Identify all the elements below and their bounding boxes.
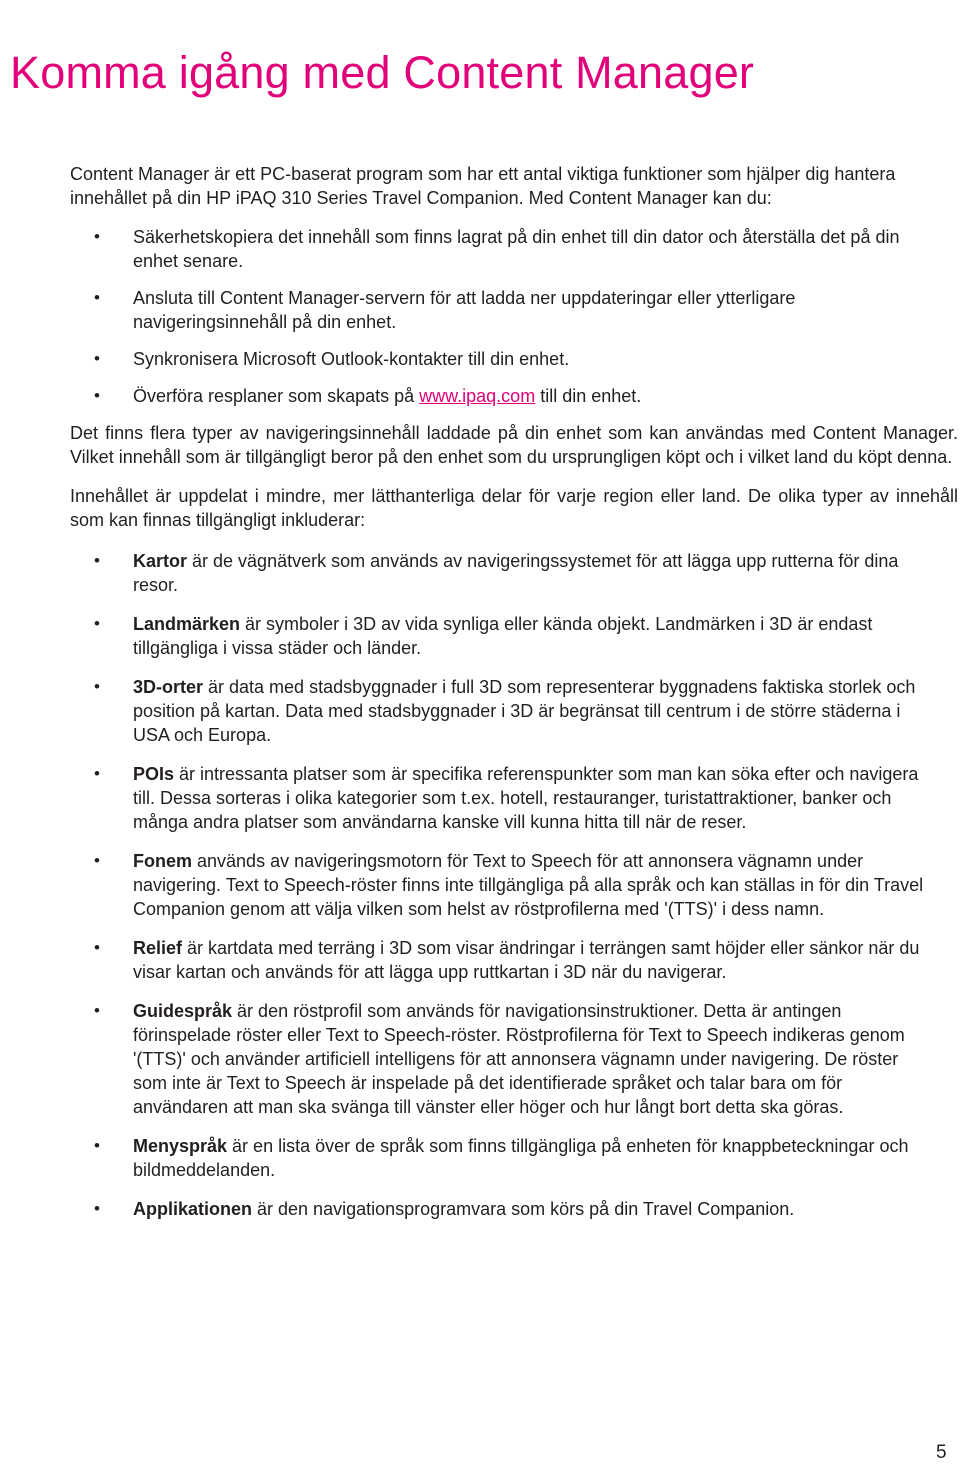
bullet-icon: • [94,1136,100,1155]
term: Menyspråk [133,1136,228,1156]
list-item-fonem [70,849,958,921]
bullet-icon: • [94,551,100,570]
term-description: är kartdata med terräng i 3D som visar ändringar i terrängen samt höjder eller sänkor när du visar kartan och används för att lägga upp ruttkartan i 3D när du navigerar. [133,938,920,982]
term: POIs [133,764,175,784]
bullet-icon: • [94,938,100,957]
bullet-icon: • [94,677,100,696]
term-description: är data med stadsbyggnader i full 3D som representerar byggnadens faktiska storlek och position på kartan. Data med stadsbyggnader i 3D är begränsat till centrum i de större städerna i USA och Europa. [133,677,916,745]
page-title: Komma igång med Content Manager [10,47,755,98]
term: Kartor [133,551,188,571]
term-description: är intressanta platser som är specifika referenspunkter som man kan söka efter och navigera till. Dessa sorteras i olika kategorier som t.ex. hotell, restauranger, turistattraktioner, banker och många andra platser som användarna kanske vill kunna hitta till när de reser. [133,764,919,832]
list-item-3d-orter [70,675,958,747]
bullet-icon: • [94,614,100,633]
term-description: är de vägnätverk som används av navigeringssystemet för att lägga upp rutterna för dina resor. [133,551,899,595]
list-item-text-after: till din enhet. [535,386,642,406]
page-number: 5 [936,1442,947,1463]
list-item-guidesprak [70,999,958,1119]
list-item-menysprak [70,1134,958,1182]
ipaq-website-link[interactable]: www.ipaq.com [419,386,536,406]
body-content [70,162,958,1221]
list-item-text: Ansluta till Content Manager-servern för att ladda ner uppdateringar eller ytterligare navigeringsinnehåll på din enhet. [133,288,796,332]
list-item-relief [70,936,958,984]
term-description: är den navigationsprogramvara som körs på din Travel Companion. [252,1199,795,1219]
content-types-list [70,549,958,1221]
content-types-paragraph: Det finns flera typer av navigeringsinnehåll laddade på din enhet som kan användas med Content Manager. Vilket innehåll som är tillgängligt beror på den enhet som du ursprungligen köpt och i vilket land du köpt denna. [70,423,958,467]
term: Guidespråk [133,1001,233,1021]
term-description: är en lista över de språk som finns tillgängliga på enheten för knappbeteckningar och bildmeddelanden. [133,1136,909,1180]
term: Applikationen [133,1199,253,1219]
term: Landmärken [133,614,241,634]
bullet-icon: • [94,851,100,870]
term-description: är symboler i 3D av vida synliga eller kända objekt. Landmärken i 3D är endast tillgängliga i vissa städer och länder. [133,614,873,658]
bullet-icon: • [94,764,100,783]
term: 3D-orter [133,677,204,697]
term-description: används av navigeringsmotorn för Text to Speech för att annonsera vägnamn under navigering. Text to Speech-röster finns inte tillgängliga på alla språk och kan ställas in för din Travel Companion genom att välja vilken som helst av röstprofilerna med '(TTS)' i dess namn. [133,851,924,919]
bullet-icon: • [94,349,100,368]
bullet-icon: • [94,288,100,307]
bullet-icon: • [94,1199,100,1218]
list-item-text: Synkronisera Microsoft Outlook-kontakter till din enhet. [133,349,570,369]
regions-paragraph: Innehållet är uppdelat i mindre, mer lätthanterliga delar för varje region eller land. De olika typer av innehåll som kan finnas tillgängligt inkluderar: [70,486,958,530]
list-item-landmarken [70,612,958,660]
term-description: är den röstprofil som används för navigationsinstruktioner. Detta är antingen förinspelade röster eller Text to Speech-röster. Röstprofilerna för Text to Speech indikeras genom '(TTS)' och använder artificiell intelligens för att annonsera vägnamn under navigering. De röster som inte är Text to Speech är inspelade på det identifierade språket och talar bara om för användaren att man ska svänga till vänster eller höger och hur långt bort detta ska göras. [133,1001,905,1117]
list-item-pois [70,762,958,834]
list-item-applikationen [70,1197,958,1221]
list-item [70,384,958,408]
list-item-text: Säkerhetskopiera det innehåll som finns lagrat på din enhet till din dator och återställa det på din enhet senare. [133,227,900,271]
intro-paragraph: Content Manager är ett PC-baserat program som har ett antal viktiga funktioner som hjälper dig hantera innehållet på din HP iPAQ 310 Series Travel Companion. Med Content Manager kan du: [70,164,896,208]
bullet-icon: • [94,386,100,405]
capabilities-list [70,225,958,408]
term: Relief [133,938,183,958]
term: Fonem [133,851,193,871]
list-item [70,347,958,371]
bullet-icon: • [94,227,100,246]
list-item [70,225,958,273]
list-item-kartor [70,549,958,597]
bullet-icon: • [94,1001,100,1020]
list-item [70,286,958,334]
list-item-text-before: Överföra resplaner som skapats på [133,386,420,406]
